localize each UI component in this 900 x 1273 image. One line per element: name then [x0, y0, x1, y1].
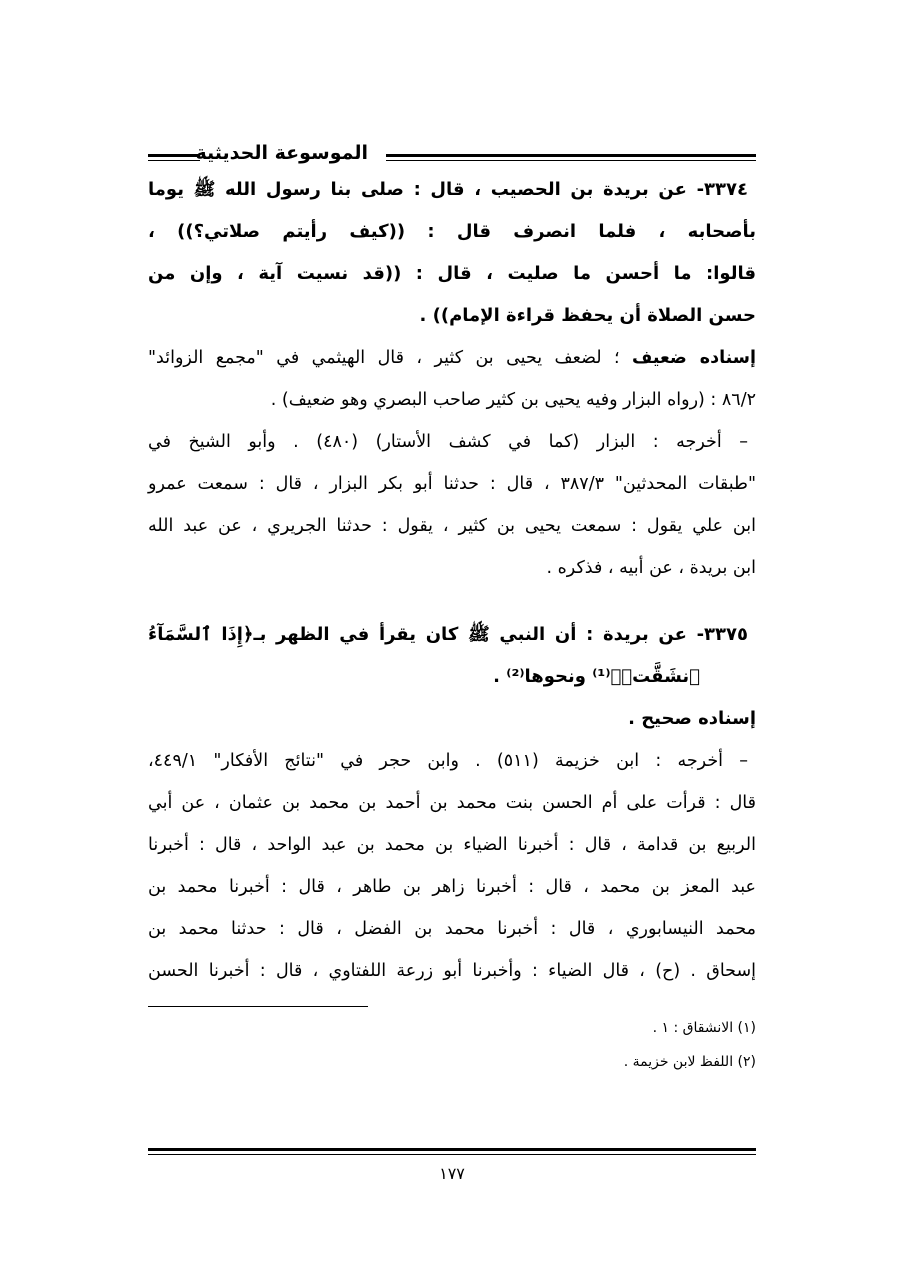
commentary-line: – أخرجه : البزار (كما في كشف الأستار) (٤٨٠) . وأبو الشيخ في: [148, 432, 748, 452]
footnote-separator: [148, 1006, 368, 1007]
hadith-3375: [148, 614, 756, 992]
header-rule-thick-right: [386, 154, 756, 157]
commentary-line: ابن بريدة ، عن أبيه ، فذكره .: [546, 558, 756, 578]
hadith-3374-line-3: قالوا: ما أحسن ما صليت ، قال : ((قد نسيت آية ، وإن من: [148, 263, 756, 284]
header-rule-thin-left: [148, 160, 200, 161]
commentary-line: محمد النيسابوري ، قال : أخبرنا محمد بن الفضل ، قال : حدثنا محمد بن: [148, 919, 756, 939]
footer-rule-thin: [148, 1154, 756, 1155]
commentary-line: "طبقات المحدثين" ٣٨٧/٣ ، قال : حدثنا أبو بكر البزار ، قال : سمعت عمرو: [148, 474, 757, 494]
footer-rule-thick: [148, 1148, 756, 1151]
footnote-2: (٢) اللفظ لابن خزيمة .: [623, 1054, 756, 1070]
commentary-line: ٨٦/٢ : (رواه البزار وفيه يحيى بن كثير صاحب البصري وهو ضعيف) .: [270, 390, 756, 410]
hadith-3374: [148, 169, 756, 589]
hadith-3374-line-2: بأصحابه ، فلما انصرف قال : ((كيف رأيتم صلاتي؟)) ،: [148, 221, 756, 242]
grading-label: إسناده ضعيف: [632, 348, 756, 368]
header-rule-thin-right: [386, 160, 756, 161]
hadith-3374-line-4: حسن الصلاة أن يحفظ قراءة الإمام)) .: [419, 305, 756, 326]
commentary-line: – أخرجه : ابن خزيمة (٥١١) . وابن حجر في "نتائج الأفكار" ٤٤٩/١،: [148, 751, 748, 771]
footnote-1: (١) الانشقاق : ١ .: [652, 1020, 756, 1036]
book-page: [148, 140, 757, 1183]
commentary-line: عبد المعز بن محمد ، قال : أخبرنا زاهر بن طاهر ، قال : أخبرنا محمد بن: [148, 877, 756, 897]
commentary-line: إسحاق . (ح) ، قال الضياء : وأخبرنا أبو زرعة اللفتاوي ، قال : أخبرنا الحسن: [148, 961, 756, 981]
hadith-3375-grading: إسناده صحيح .: [628, 708, 756, 729]
grading-reason: ؛ لضعف يحيى بن كثير ، قال الهيثمي في "مجمع الزوائد": [148, 348, 633, 368]
hadith-3375-line-2: ٱنشَقَّتۡ﴾⁽¹⁾ ونحوها⁽²⁾ .: [493, 666, 700, 687]
commentary-line: ابن علي يقول : سمعت يحيى بن كثير ، يقول : حدثنا الجريري ، عن عبد الله: [148, 516, 756, 536]
page-number: ١٧٧: [439, 1164, 465, 1183]
commentary-line: قال : قرأت على أم الحسن بنت محمد بن أحمد بن محمد بن عثمان ، عن أبي: [148, 793, 756, 813]
running-title: الموسوعة الحديثية: [195, 142, 368, 164]
hadith-3374-line-1: ٣٣٧٤- عن بريدة بن الحصيب ، قال : صلى بنا رسول الله ﷺ يوما: [148, 179, 748, 200]
hadith-3374-grading: [148, 337, 756, 379]
commentary-line: الربيع بن قدامة ، قال : أخبرنا الضياء بن محمد بن عبد الواحد ، قال : أخبرنا: [148, 835, 756, 855]
header-rule-thick-left: [148, 154, 200, 157]
hadith-3375-line-1: ٣٣٧٥- عن بريدة : أن النبي ﷺ كان يقرأ في الظهر بـ﴿إِذَا ٱلسَّمَآءُ: [148, 624, 748, 645]
